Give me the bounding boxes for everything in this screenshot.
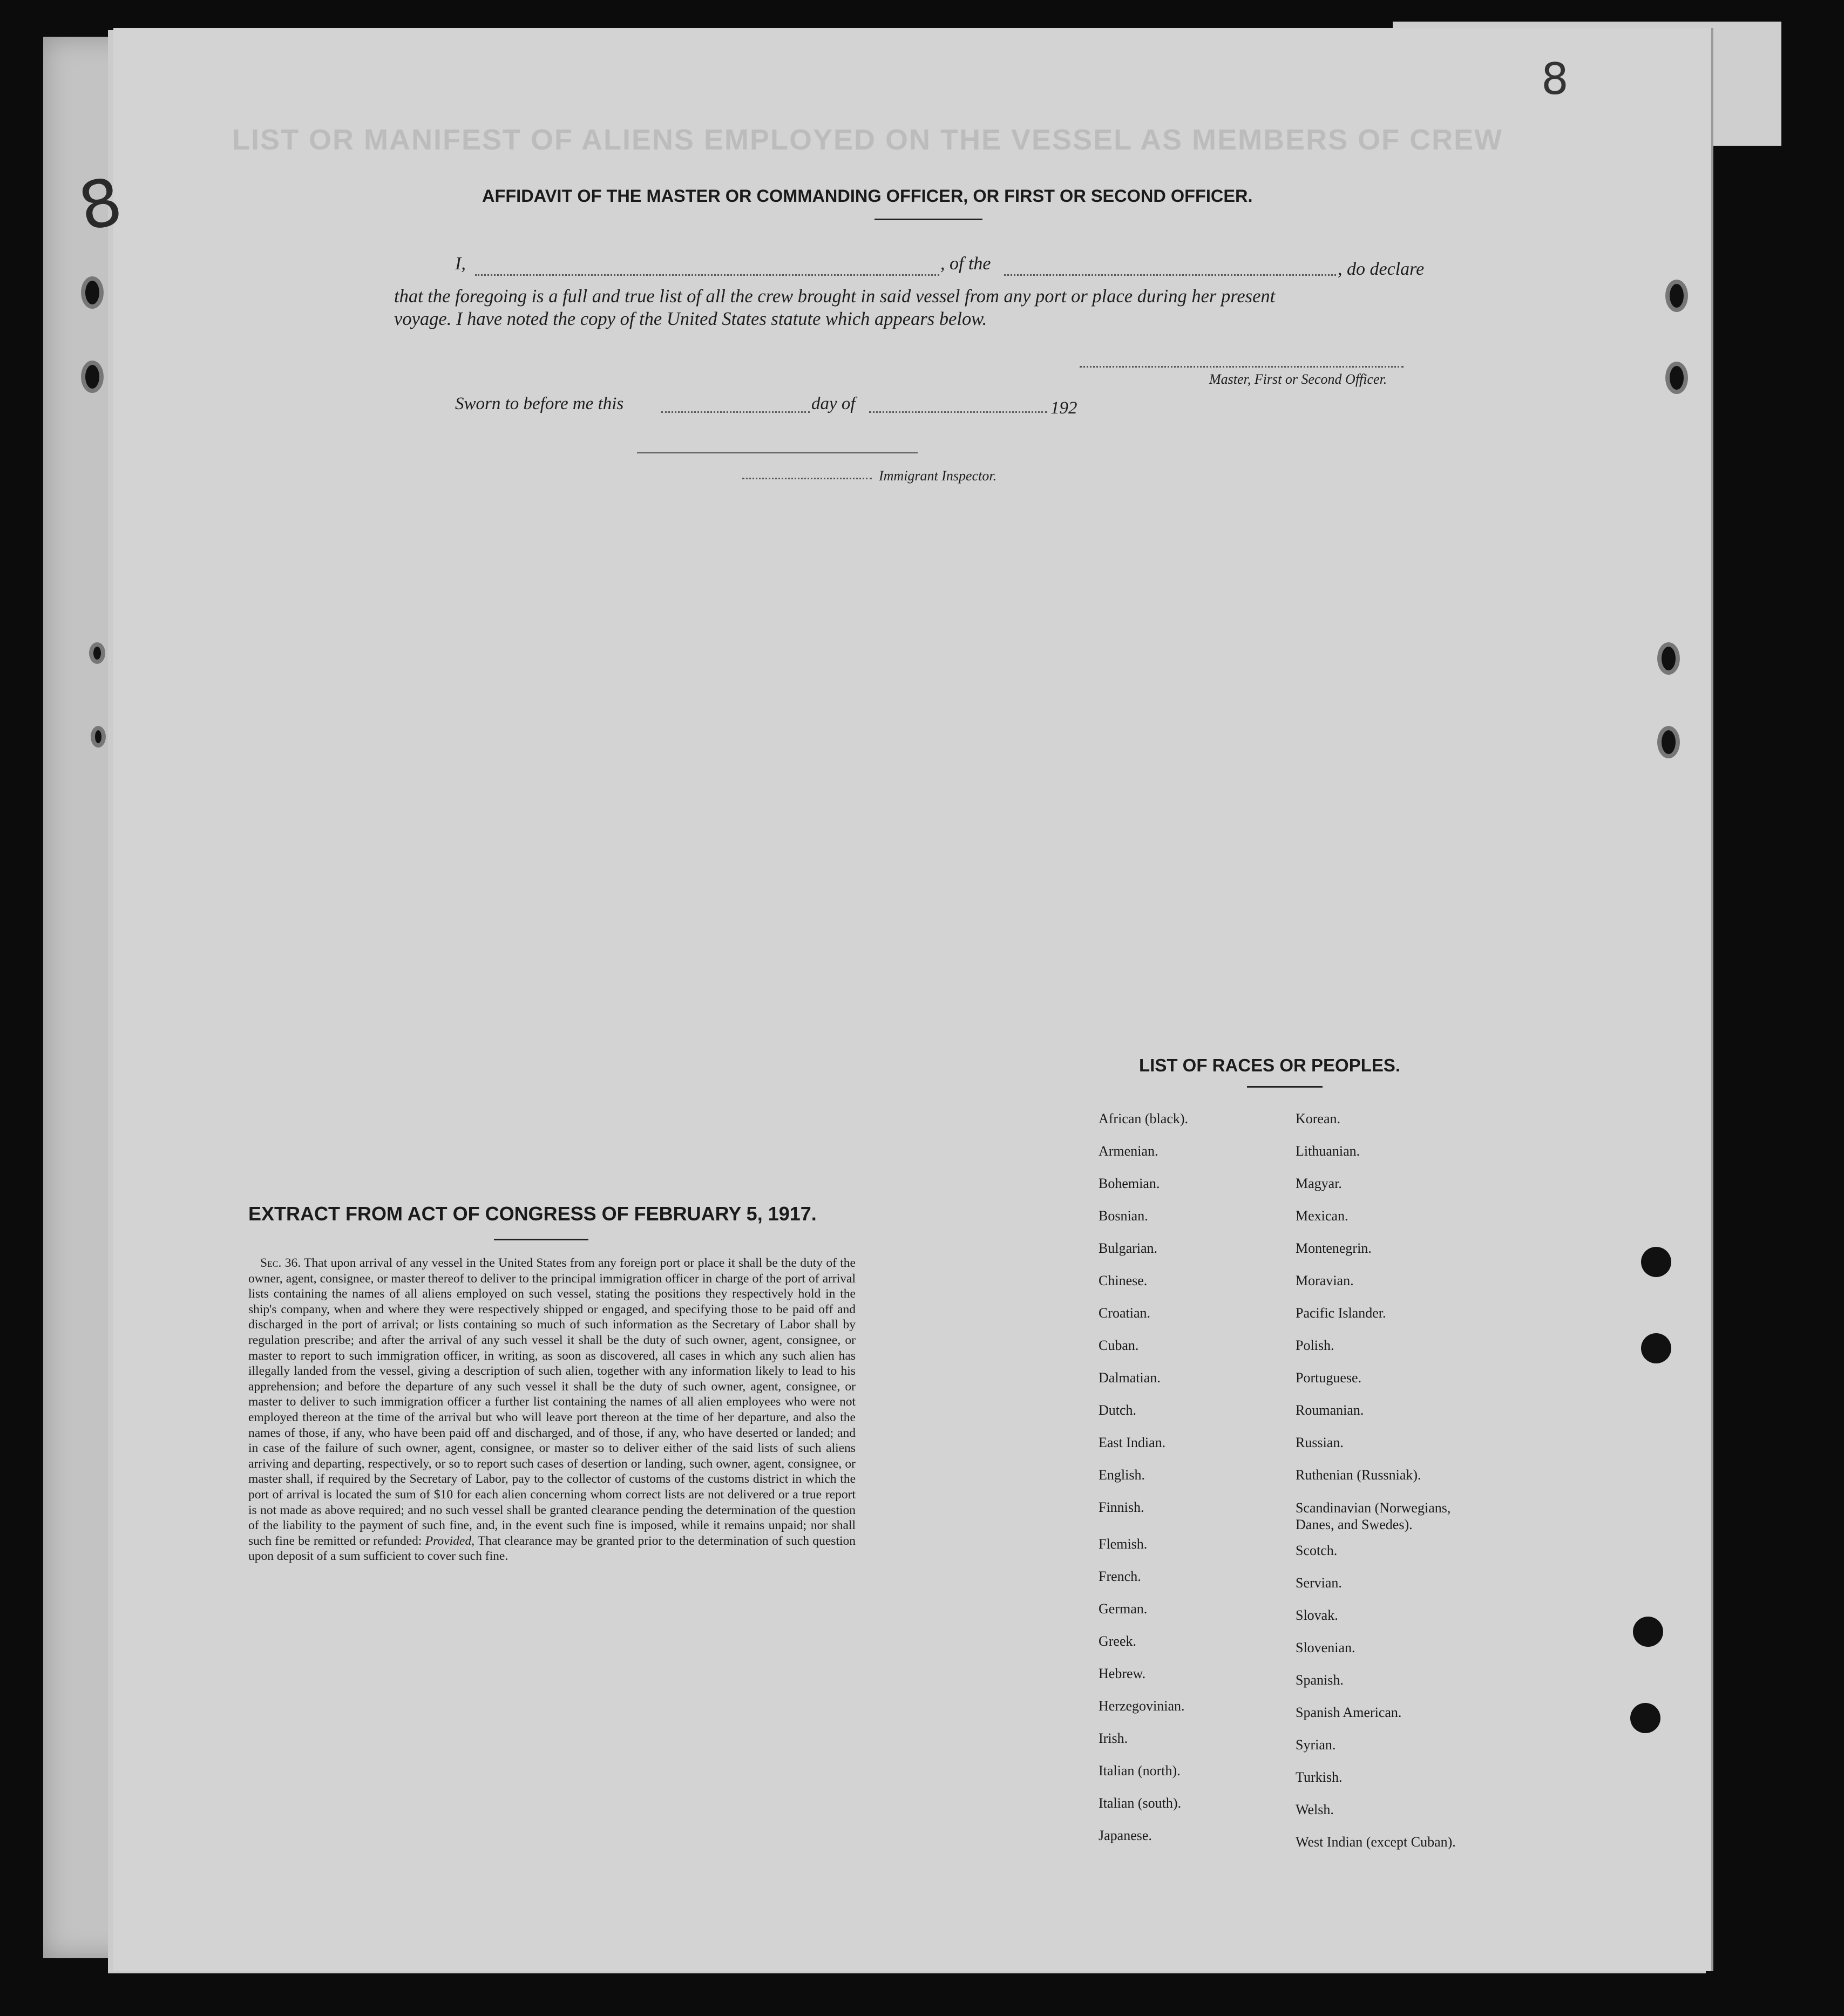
races-left-item: Italian (south).: [1099, 1795, 1182, 1811]
sworn-start: Sworn to before me this: [455, 394, 624, 413]
races-left-item: African (black).: [1099, 1111, 1189, 1126]
races-right-item: Scotch.: [1296, 1543, 1338, 1558]
races-heading: LIST OF RACES OR PEOPLES.: [1139, 1055, 1401, 1075]
races-left-item: French.: [1099, 1569, 1141, 1584]
races-right-item: Syrian.: [1296, 1737, 1336, 1753]
affidavit-line1-mid: , of the: [940, 254, 991, 274]
races-left-item: Cuban.: [1099, 1338, 1139, 1353]
inspector-name-field[interactable]: [742, 467, 872, 479]
races-right-item: Pacific Islander.: [1296, 1305, 1386, 1321]
punch-hole-right-3: [1657, 642, 1680, 675]
races-left-item: Bosnian.: [1099, 1208, 1148, 1224]
races-right-item: Montenegrin.: [1296, 1240, 1372, 1256]
races-left-item: Bulgarian.: [1099, 1240, 1158, 1256]
races-right-item: Russian.: [1296, 1435, 1344, 1450]
sworn-month-field[interactable]: [869, 398, 1047, 413]
section-body-1: 36. That upon arrival of any vessel in the United States from any foreign port or place it shall be the duty of the owner, agent, consignee, or master thereof to deliver to the principal immigration officer in charge of the port of arrival lists containing the names of all aliens employed on such vessel, stating the positions they respectively hold in the ship's company, when and where they were respectively shipped or engaged, and specifying those to be paid off and discharged in the port of arrival; or lists containing so much of such information as the Secretary of Labor shall by regulation prescribe; and after the arrival of any such vessel it shall be the duty of such owner, agent, consignee, or master to report to such immigration officer, in writing, as soon as discovered, all cases in which any such alien has illegally landed from the vessel, giving a description of such alien, together with any information likely to lead to his apprehension; and before the departure of any such vessel it shall be the duty of such owner, agent, consignee, or master to deliver to such immigration officer a further list containing the names of all alien employees who were not employed thereon at the time of the arrival but who will leave port thereon at the time of her departure, and also the names of those, if any, who have been paid off and discharged, and of those, if any, who have deserted or landed; and in case of the failure of such owner, agent, consignee, or master so to deliver either of the said lists of such aliens arriving and departing, respectively, or so to report such cases of desertion or landing, such owner, agent, consignee, or master shall, if required by the Secretary of Labor, pay to the collector of customs of the customs district in which the port of arrival is located the sum of $10 for each alien concerning whom correct lists are not delivered or a true report is not made as above required; and no such vessel shall be granted clearance pending the determination of the question of the liability to the payment of such fine, and, in the event such fine is imposed, while it remains unpaid; nor shall such fine be remitted or refunded:: [248, 1256, 856, 1548]
extract-heading: EXTRACT FROM ACT OF CONGRESS OF FEBRUARY 5, 1917.: [248, 1203, 817, 1225]
races-left-item: Armenian.: [1099, 1143, 1158, 1159]
punch-hole-right-8: [1630, 1703, 1660, 1733]
sworn-year: 192: [1050, 398, 1077, 418]
races-left-item: English.: [1099, 1467, 1145, 1483]
act-section-36: [248, 1255, 856, 1564]
races-left-item: Herzegovinian.: [1099, 1698, 1185, 1714]
affidavit-line1-end: , do declare: [1338, 259, 1425, 279]
races-left-item: Flemish.: [1099, 1536, 1148, 1552]
punch-hole-right-7: [1633, 1617, 1663, 1647]
races-right-item: Mexican.: [1296, 1208, 1348, 1224]
races-right-item: Ruthenian (Russniak).: [1296, 1467, 1421, 1483]
punch-hole-left-4: [91, 726, 106, 748]
races-right-item: Roumanian.: [1296, 1402, 1364, 1418]
races-right-item: Portuguese.: [1296, 1370, 1362, 1386]
provided-word: Provided: [425, 1533, 472, 1548]
races-right-item: West Indian (except Cuban).: [1296, 1834, 1456, 1850]
races-left-item: Dalmatian.: [1099, 1370, 1161, 1386]
extract-heading-rule: [494, 1239, 588, 1240]
affidavit-heading: AFFIDAVIT OF THE MASTER OR COMMANDING OFFICER, OR FIRST OR SECOND OFFICER.: [482, 186, 1253, 206]
sec-label: Sec.: [260, 1256, 282, 1270]
races-left-item: Chinese.: [1099, 1273, 1148, 1288]
affidavit-line3: voyage. I have noted the copy of the United States statute which appears below.: [394, 309, 987, 329]
sworn-mid: day of: [811, 394, 856, 413]
races-right-item: Turkish.: [1296, 1769, 1343, 1785]
races-left-item: Japanese.: [1099, 1828, 1152, 1843]
races-right-item: Slovak.: [1296, 1607, 1338, 1623]
affidavit-heading-rule: [874, 219, 982, 220]
declarant-name-field[interactable]: [475, 259, 939, 276]
races-right-item: Polish.: [1296, 1338, 1334, 1353]
master-signature-field[interactable]: [1080, 355, 1404, 368]
races-left-item: Croatian.: [1099, 1305, 1151, 1321]
corner-number: 8: [1541, 54, 1569, 104]
punch-hole-left-3: [89, 642, 105, 664]
races-heading-rule: [1247, 1086, 1323, 1088]
races-left-item: German.: [1099, 1601, 1148, 1617]
affidavit-line1-start: I,: [455, 254, 466, 274]
handwritten-page-number: 8: [72, 164, 128, 246]
section-body-2: , That clearance may be granted prior to the determination of such question upon deposit of a sum sufficient to cover such fine.: [248, 1533, 856, 1564]
inspector-signature-field[interactable]: [637, 443, 918, 453]
races-right-item: Korean.: [1296, 1111, 1341, 1126]
punch-hole-right-2: [1665, 362, 1688, 394]
punch-hole-right-4: [1657, 726, 1680, 758]
races-right-item: Moravian.: [1296, 1273, 1354, 1288]
sworn-day-field[interactable]: [661, 398, 810, 413]
inspector-label: Immigrant Inspector.: [879, 468, 997, 484]
punch-hole-left-1: [81, 276, 104, 309]
races-left-item: Irish.: [1099, 1730, 1128, 1746]
master-signature-label: Master, First or Second Officer.: [1209, 371, 1387, 387]
bleed-through-text: LIST OR MANIFEST OF ALIENS EMPLOYED ON THE VESSEL AS MEMBERS OF CREW: [232, 124, 1503, 156]
punch-hole-right-5: [1641, 1247, 1671, 1277]
races-right-item: Spanish.: [1296, 1672, 1344, 1688]
races-right-item: Servian.: [1296, 1575, 1342, 1591]
races-right-item: Lithuanian.: [1296, 1143, 1360, 1159]
races-left-item: Hebrew.: [1099, 1666, 1146, 1681]
races-left-item: East Indian.: [1099, 1435, 1166, 1450]
punch-hole-left-2: [81, 361, 104, 393]
races-left-item: Finnish.: [1099, 1499, 1144, 1515]
races-right-item: Slovenian.: [1296, 1640, 1355, 1655]
races-left-item: Greek.: [1099, 1633, 1137, 1649]
races-right-item: Spanish American.: [1296, 1705, 1402, 1720]
vessel-name-field[interactable]: [1004, 259, 1336, 276]
punch-hole-right-6: [1641, 1333, 1671, 1363]
affidavit-line2: that the foregoing is a full and true list of all the crew brought in said vessel from any port or place during her present: [394, 286, 1276, 307]
races-left-item: Italian (north).: [1099, 1763, 1181, 1779]
races-right-item: Scandinavian (Norwegians, Danes, and Swedes).: [1296, 1500, 1451, 1532]
races-left-item: Bohemian.: [1099, 1176, 1160, 1191]
races-right-item: Magyar.: [1296, 1176, 1342, 1191]
races-right-item: Welsh.: [1296, 1802, 1334, 1817]
races-left-item: Dutch.: [1099, 1402, 1137, 1418]
punch-hole-right-1: [1665, 280, 1688, 312]
